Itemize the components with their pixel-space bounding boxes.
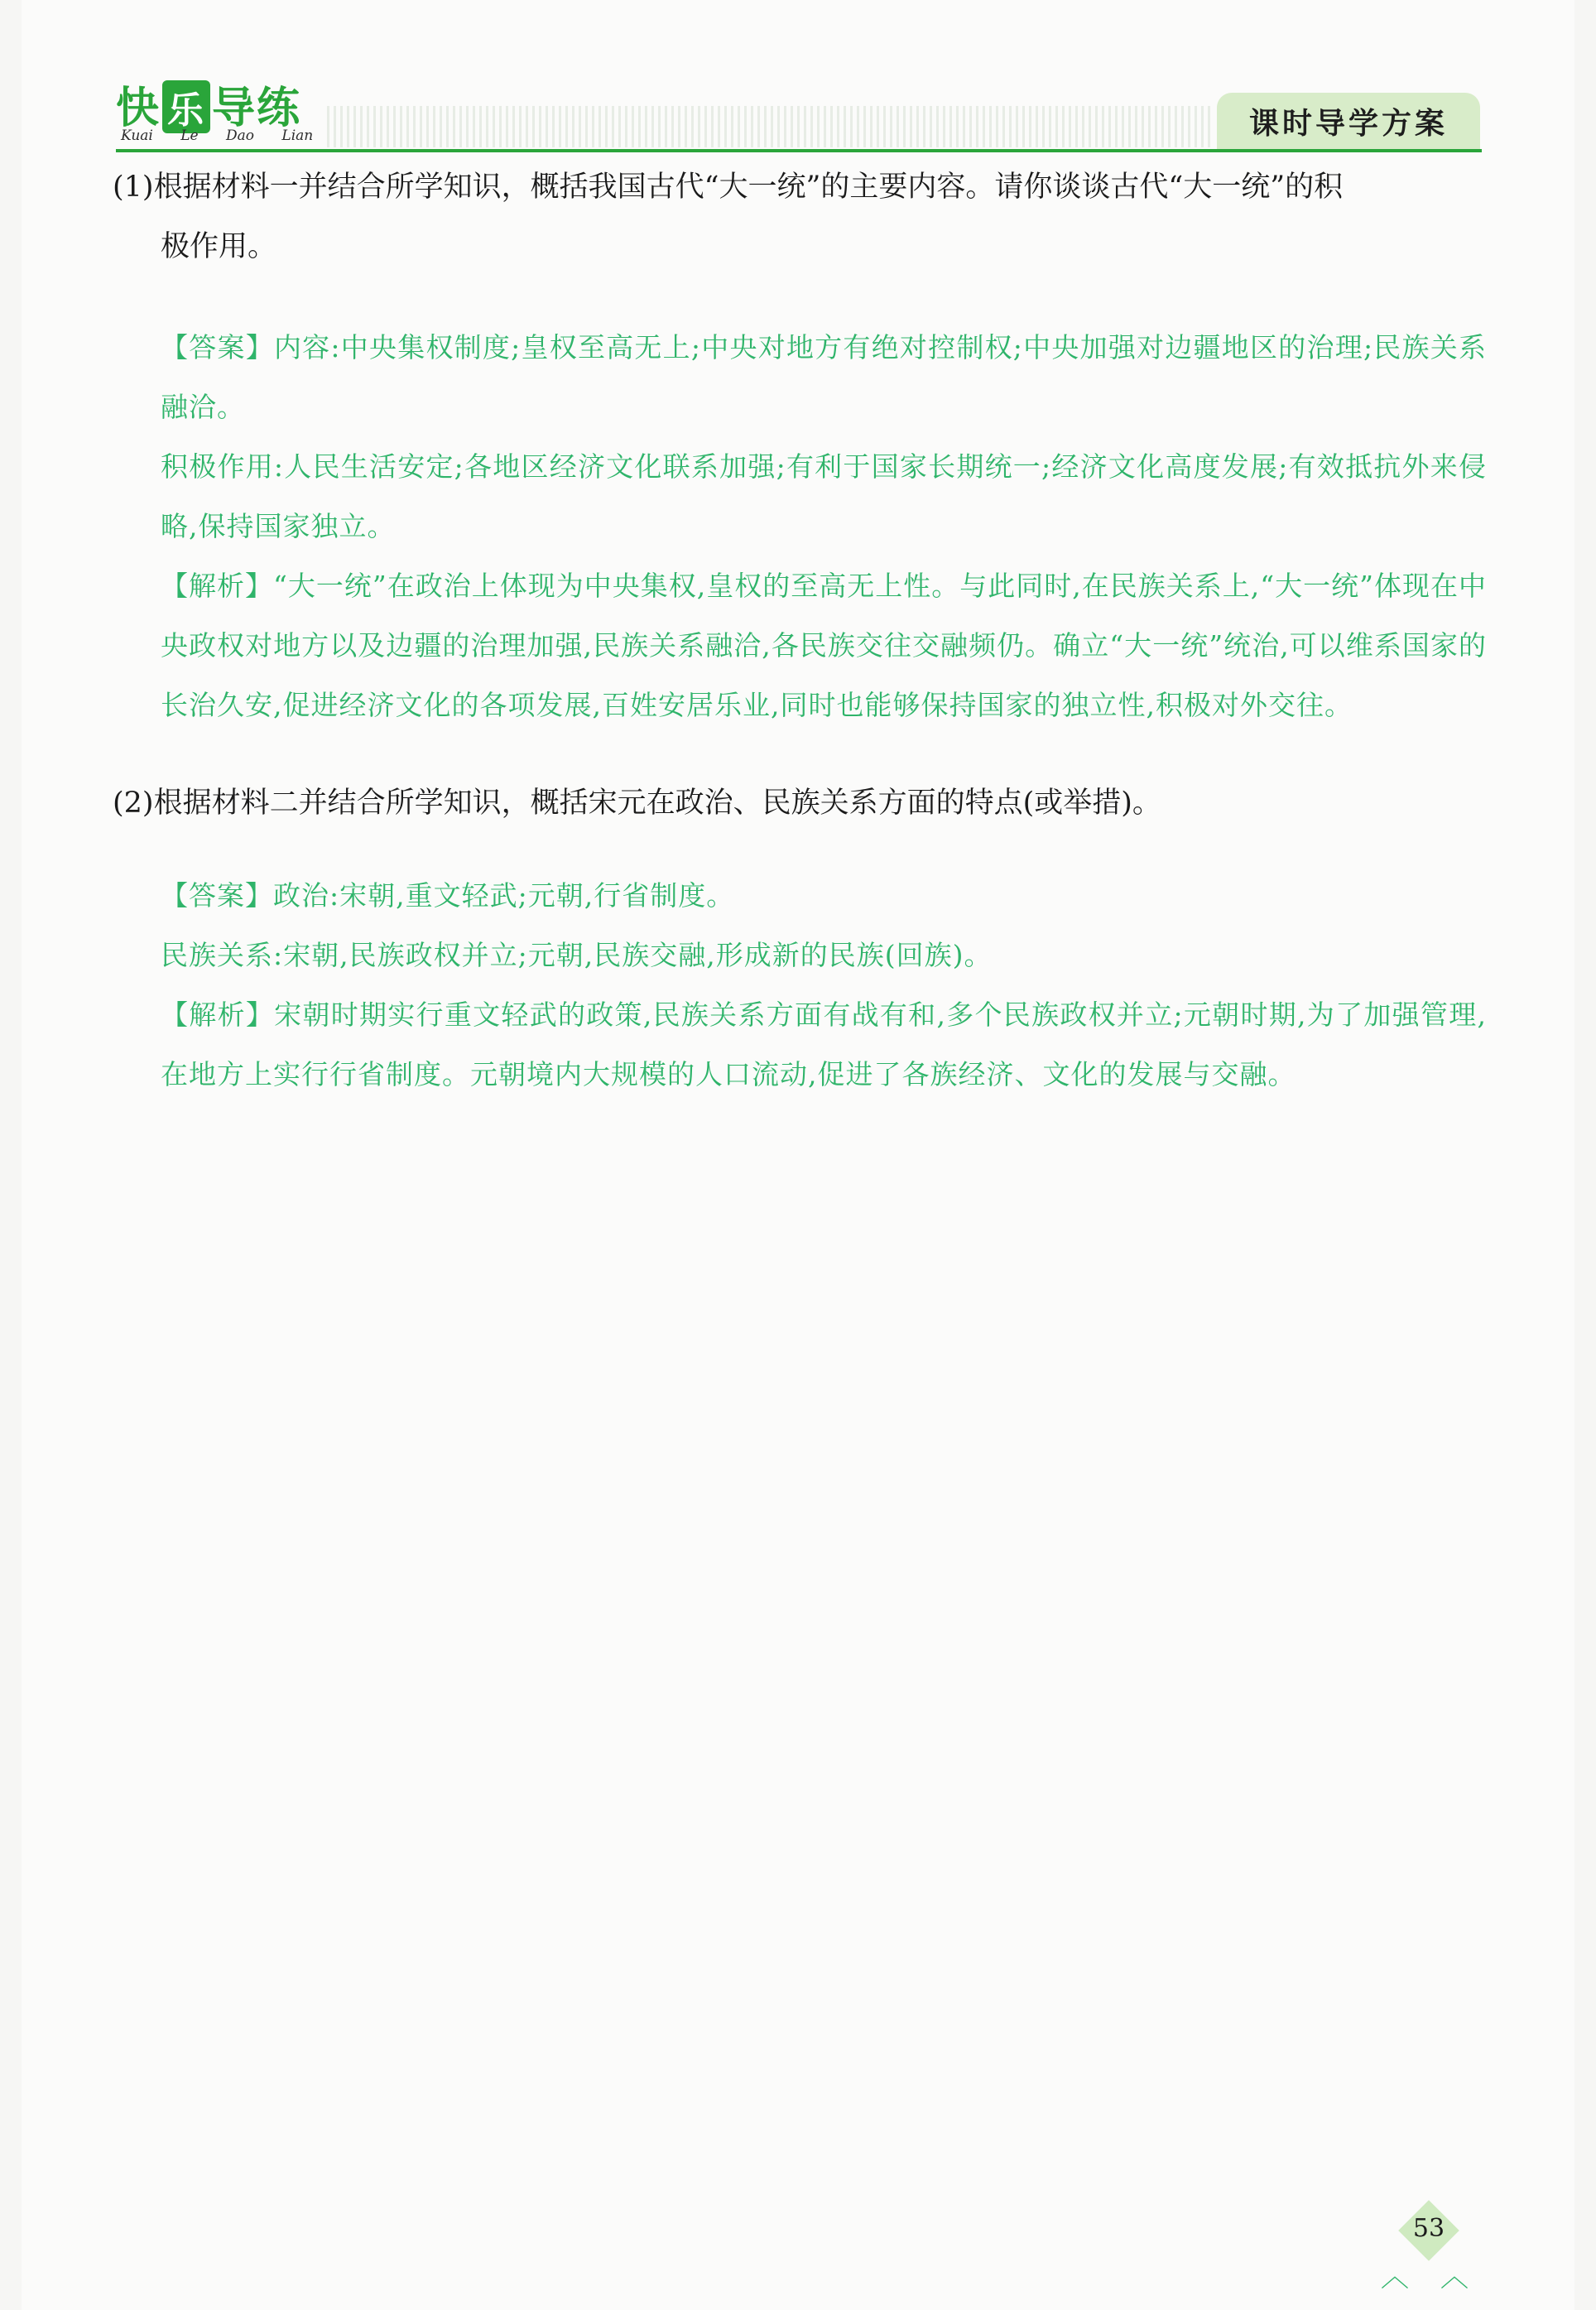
question-2-text <box>113 773 1487 833</box>
answer-2-part-1 <box>161 866 1487 926</box>
logo-char-1: 快 <box>116 84 161 133</box>
answer-2-part-2: 民族关系:宋朝,民族政权并立;元朝,民族交融,形成新的民族(回族)。 <box>161 939 993 971</box>
question-1-text <box>113 157 1487 277</box>
analysis-2-text: 宋朝时期实行重文轻武的政策,民族关系方面有战有和,多个民族政权并立;元朝时期,为了加强管理,在地方上实行行省制度。元朝境内大规模的人口流动,促进了各族经济、文化的发展与交融。 <box>161 999 1488 1090</box>
logo-char-tail: 导练 <box>212 84 302 133</box>
page-number: 53 <box>1412 2214 1445 2243</box>
answer-tag: 【答案】 <box>161 331 274 363</box>
chevron-up-icon: ︿ <box>1440 2260 1469 2293</box>
header-decoration <box>327 106 1213 147</box>
section-tag: 课时导学方案 <box>1217 93 1480 149</box>
analysis-1-text: “大一统”在政治上体现为中央集权,皇权的至高无上性。与此同时,在民族关系上,“大一统”体现在中央政权对地方以及边疆的治理加强,民族关系融洽,各民族交往交融频仍。确立“大一统”统治,可以维系国家的长治久安,促进经济文化的各项发展,百姓安居乐业,同时也能够保持国家的独立性,积极对外交往。 <box>161 570 1488 721</box>
answer-1-part-1 <box>161 318 1487 437</box>
logo-text <box>116 73 301 135</box>
question-1-answer <box>161 318 1487 735</box>
page-header <box>0 0 1596 157</box>
page-number-badge <box>1399 2201 1459 2260</box>
question-1-line-2: 极作用。 <box>161 230 277 263</box>
question-2-answer <box>161 866 1487 1104</box>
chevron-up-icon: ︿ <box>1381 2260 1409 2293</box>
header-divider <box>116 149 1482 152</box>
question-1-line-1: (1)根据材料一并结合所学知识，概括我国古代“大一统”的主要内容。请你谈谈古代“大一统”的积 <box>113 171 1344 204</box>
question-1 <box>113 157 1487 735</box>
logo-char-boxed: 乐 <box>162 80 210 133</box>
answer-1-text-1: 内容:中央集权制度;皇权至高无上;中央对地方有绝对控制权;中央加强对边疆地区的治理;民族关系融洽。 <box>161 331 1488 423</box>
analysis-tag: 【解析】 <box>161 999 275 1031</box>
question-2-line-1: (2)根据材料二并结合所学知识，概括宋元在政治、民族关系方面的特点(或举措)。 <box>113 787 1161 820</box>
analysis-1 <box>161 556 1487 735</box>
question-2 <box>113 773 1487 1104</box>
answer-1-part-2: 积极作用:人民生活安定;各地区经济文化联系加强;有利于国家长期统一;经济文化高度发展;有效抵抗外来侵略,保持国家独立。 <box>161 450 1487 542</box>
brand-logo <box>116 73 314 147</box>
main-content <box>113 157 1487 1104</box>
answer-2-text-1: 政治:宋朝,重文轻武;元朝,行省制度。 <box>273 879 735 912</box>
analysis-tag: 【解析】 <box>161 570 274 602</box>
logo-pinyin: Kuai Le Dao Lian <box>121 128 314 144</box>
answer-tag: 【答案】 <box>161 879 273 912</box>
analysis-2 <box>161 985 1487 1104</box>
